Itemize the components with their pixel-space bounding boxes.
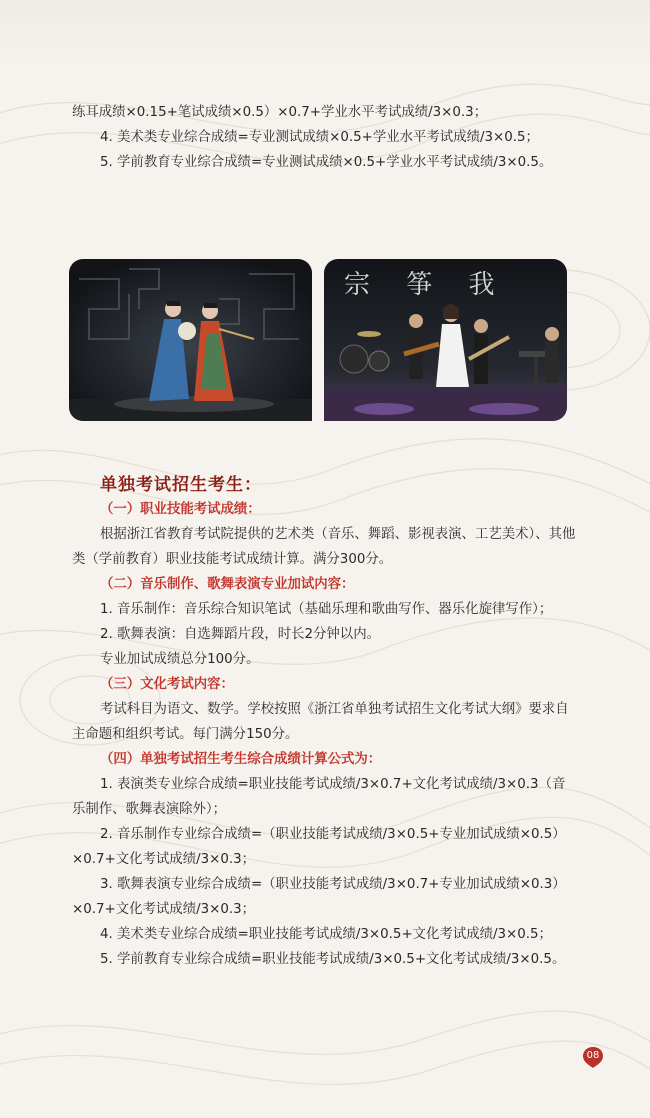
part4-item-2: 2. 音乐制作专业综合成绩=（职业技能考试成绩/3×0.5+专业加试成绩×0.5）×0.7+文化考试成绩/3×0.3；: [72, 827, 566, 867]
intro-line-2: 4. 美术类专业综合成绩=专业测试成绩×0.5+学业水平考试成绩/3×0.5；: [100, 130, 539, 145]
stage-calligraphy: 宗 筝 我: [344, 270, 509, 300]
part2-total: 专业加试成绩总分100分。: [100, 652, 260, 667]
part2-item-1: 1. 音乐制作：音乐综合知识笔试（基础乐理和歌曲写作、器乐化旋律写作）；: [100, 602, 553, 617]
opera-performance-photo: [69, 259, 312, 421]
part2-item-2: 2. 歌舞表演：自选舞蹈片段，时长2分钟以内。: [100, 627, 380, 642]
page-number: 08: [586, 1050, 600, 1061]
part3-heading: （三）文化考试内容：: [100, 677, 234, 692]
part4-item-5: 5. 学前教育专业综合成绩=职业技能考试成绩/3×0.5+文化考试成绩/3×0.5。: [100, 952, 566, 967]
intro-line-3: 5. 学前教育专业综合成绩=专业测试成绩×0.5+学业水平考试成绩/3×0.5。: [100, 155, 553, 170]
part4-heading: （四）单独考试招生考生综合成绩计算公式为：: [100, 752, 382, 767]
part2-heading: （二）音乐制作、歌舞表演专业加试内容：: [100, 577, 355, 592]
top-band: [0, 0, 650, 70]
part4-item-3: 3. 歌舞表演专业综合成绩=（职业技能考试成绩/3×0.7+专业加试成绩×0.3）×0.7+文化考试成绩/3×0.3；: [72, 877, 566, 917]
part3-body: 考试科目为语文、数学。学校按照《浙江省单独考试招生文化考试大纲》要求自主命题和组织考试。每门满分150分。: [72, 702, 569, 742]
part1-heading: （一）职业技能考试成绩：: [100, 502, 261, 517]
concert-stage-photo: [324, 259, 567, 421]
intro-text-block: [72, 100, 578, 175]
part1-body: 根据浙江省教育考试院提供的艺术类（音乐、舞蹈、影视表演、工艺美术）、其他类（学前教育）职业技能考试成绩计算。满分300分。: [72, 527, 576, 567]
part4-item-4: 4. 美术类专业综合成绩=职业技能考试成绩/3×0.5+文化考试成绩/3×0.5；: [100, 927, 552, 942]
section-title: 单独考试招生考生：: [100, 475, 262, 495]
part4-item-1: 1. 表演类专业综合成绩=职业技能考试成绩/3×0.7+文化考试成绩/3×0.3（音乐制作、歌舞表演除外）；: [72, 777, 566, 817]
section-body: [72, 497, 578, 972]
intro-line-1: 练耳成绩×0.15+笔试成绩×0.5）×0.7+学业水平考试成绩/3×0.3；: [72, 105, 488, 120]
